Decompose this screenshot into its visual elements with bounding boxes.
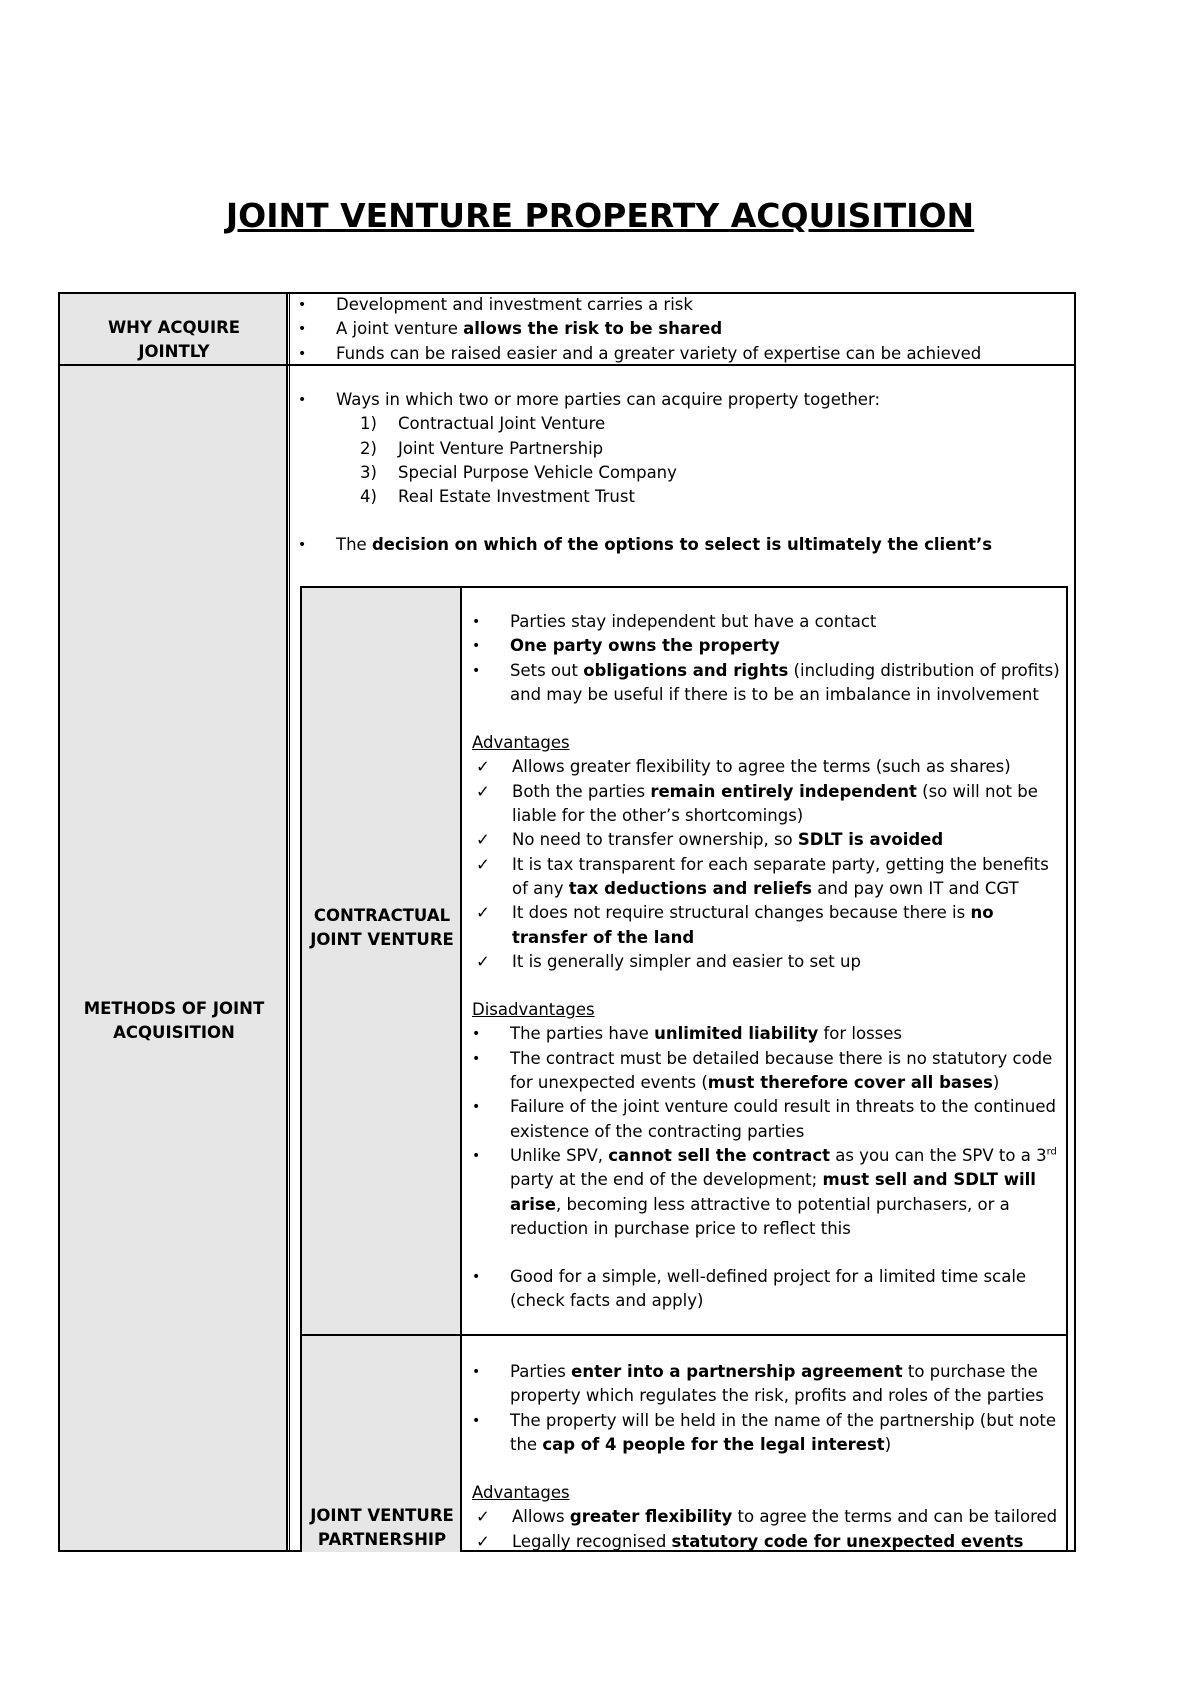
list-item: 1) Contractual Joint Venture [360,414,606,434]
check-icon: ✓ [476,781,490,801]
main-table [58,292,1076,1552]
list-item: • Unlike SPV, cannot sell the contract as you can the SPV to a 3rd party at the end of the development; must sell and SDLT will arise, becoming less attractive to potential purchasers, or a reduction in purchase price to reflect this [472,1144,1064,1241]
list-item: • The parties have unlimited liability for losses [472,1022,1064,1046]
advantages-heading: Advantages [472,1483,570,1503]
list-item: ✓ Allows greater flexibility to agree the terms and can be tailored [472,1505,1064,1529]
check-icon: ✓ [476,1507,490,1527]
contractual-label: CONTRACTUAL JOINT VENTURE [310,906,454,949]
methods-intro [298,388,1068,558]
check-icon: ✓ [476,757,490,777]
list-item: • The property will be held in the name of the partnership (but note the cap of 4 people for the legal interest) [472,1409,1064,1458]
list-item: • Funds can be raised easier and a greater variety of expertise can be achieved [298,342,1068,366]
partnership-box [300,1334,1068,1552]
why-acquire-label: WHY ACQUIRE JOINTLY [107,318,241,361]
why-list [298,293,1068,366]
partnership-label: JOINT VENTURE PARTNERSHIP [310,1506,454,1549]
list-item: ✓ Legally recognised statutory code for unexpected events [472,1530,1064,1554]
contractual-box [300,586,1068,1336]
check-icon: ✓ [476,1531,490,1551]
check-icon: ✓ [476,951,490,971]
options-list [298,412,1068,509]
list-item: ✓ No need to transfer ownership, so SDLT is avoided [472,828,1064,852]
list-item: ✓ It is generally simpler and easier to set up [472,950,1064,974]
left-column [60,294,288,1550]
page-title: JOINT VENTURE PROPERTY ACQUISITION [225,196,975,235]
list-item: ✓ It is tax transparent for each separate party, getting the benefits of any tax deductions and reliefs and pay own IT and CGT [476,854,1049,898]
list-item: • A joint venture allows the risk to be shared [298,317,1068,341]
check-icon: ✓ [476,903,490,923]
advantages-heading: Advantages [472,733,570,753]
list-item: 3) Special Purpose Vehicle Company [360,462,677,482]
list-item: ✓ Allows greater flexibility to agree the terms (such as shares) [472,755,1064,779]
methods-label: METHODS OF JOINT ACQUISITION [83,999,265,1042]
list-item: • Good for a simple, well-defined project for a limited time scale (check facts and apply) [472,1265,1064,1314]
check-icon: ✓ [476,830,490,850]
list-item: 2) Joint Venture Partnership [360,438,604,458]
list-item: ✓ Both the parties remain entirely independent (so will not be liable for the other’s shortcomings) [476,781,1038,826]
partnership-content [472,1360,1064,1554]
check-icon: ✓ [476,854,490,874]
list-item: • The contract must be detailed because there is no statutory code for unexpected events (must therefore cover all bases) [472,1047,1064,1096]
list-item: • Parties enter into a partnership agreement to purchase the property which regulates the risk, profits and roles of the parties [472,1360,1064,1409]
list-item: • Development and investment carries a risk [298,293,1068,317]
list-item: • Ways in which two or more parties can acquire property together: [298,388,1068,412]
list-item: ✓ It does not require structural changes because there is no transfer of the land [476,903,994,947]
list-item: • One party owns the property [472,634,1064,658]
list-item: • Parties stay independent but have a contact [472,610,1064,634]
contractual-content [472,610,1064,1314]
decision-note: • The decision on which of the options to select is ultimately the client’s [298,533,1068,557]
list-item: • Failure of the joint venture could result in threats to the continued existence of the contracting parties [472,1095,1064,1144]
list-item: • Sets out obligations and rights (including distribution of profits) and may be useful if there is to be an imbalance in involvement [472,659,1064,708]
list-item: 4) Real Estate Investment Trust [360,487,635,507]
disadvantages-heading: Disadvantages [472,1000,595,1020]
